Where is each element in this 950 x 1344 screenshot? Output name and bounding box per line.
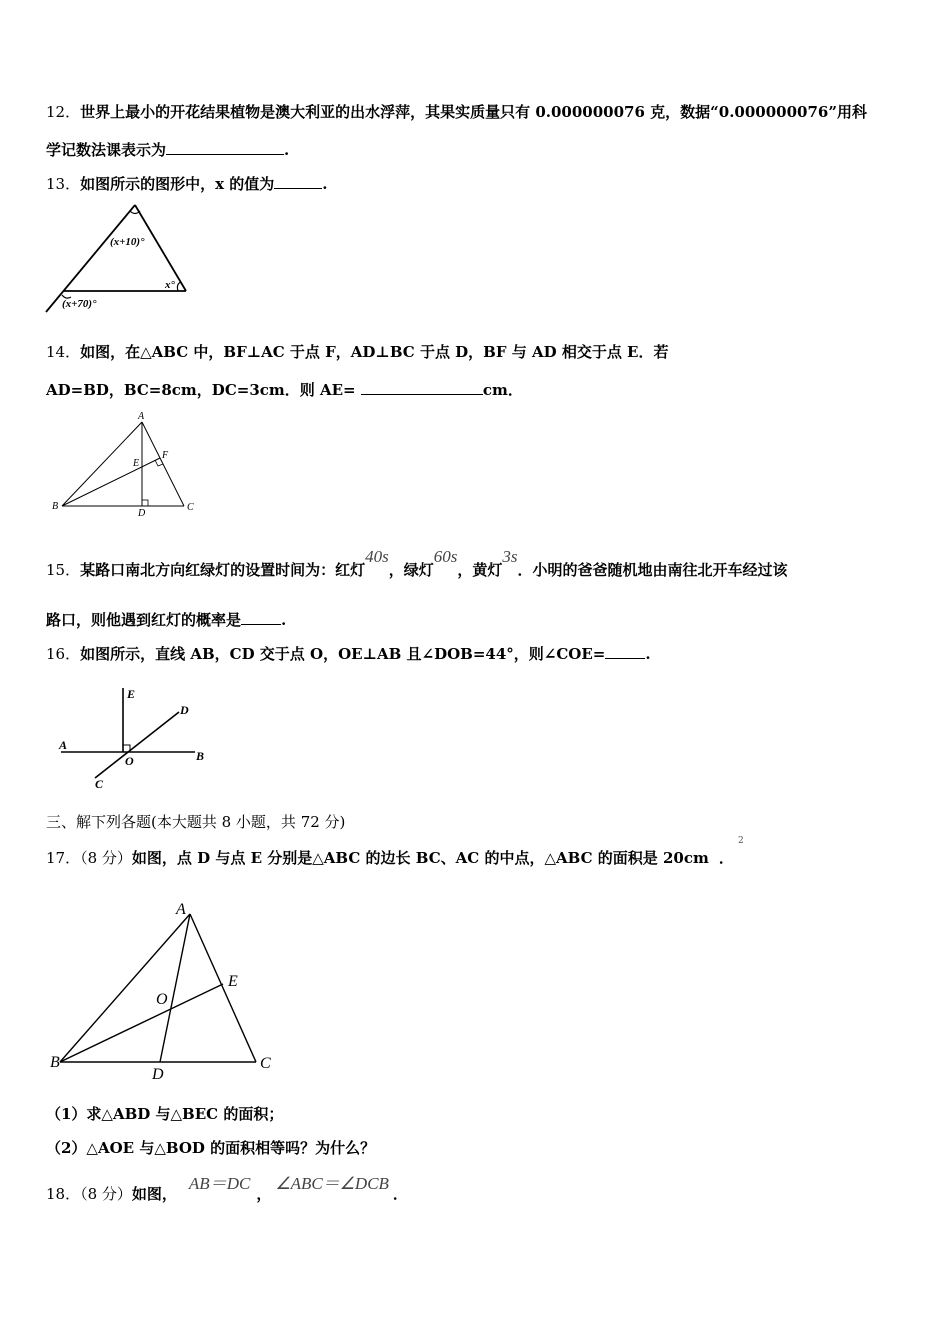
q17-label-b: B: [50, 1054, 60, 1071]
section3-title-text: 三、解下列各题(本大题共 8 小题，共 72 分): [46, 813, 346, 831]
q18-equation-1: AB＝DC: [188, 1174, 251, 1193]
q12-line2: [46, 140, 289, 160]
q17-label-a: A: [176, 901, 186, 918]
q17-sub1-text: （1）求△ABD 与△BEC 的面积；: [46, 1105, 284, 1123]
q14-right-angle-d: [142, 500, 148, 506]
q15-text-line2: 路口，则他遇到红灯的概率是: [46, 611, 242, 629]
q16-lines-figure: [55, 684, 215, 794]
q14-label-e: E: [133, 458, 140, 469]
q13-left-side: [46, 205, 135, 312]
q16-line: [46, 644, 651, 664]
q16-label-c: C: [95, 777, 104, 791]
q17-sub2-text: （2）△AOE 与△BOD 的面积相等吗？为什么？: [46, 1139, 376, 1157]
q14-label-f: F: [162, 450, 169, 461]
q14-side-ab: [62, 422, 142, 506]
q13-end: .: [322, 175, 328, 193]
q13-number: 13．: [46, 175, 81, 193]
q17-label-e: E: [228, 973, 238, 990]
q14-label-c: C: [187, 502, 194, 513]
q17-sub1: [46, 1104, 283, 1124]
q14-text-line2: AD=BD，BC=8cm，DC=3cm．则 AE=: [46, 381, 356, 399]
q18-comma: ，: [256, 1185, 272, 1203]
q17-sub2: [46, 1138, 375, 1158]
q16-text: 如图所示，直线 AB，CD 交于点 O，OE⊥AB 且∠DOB=44°，则∠COE=: [80, 645, 606, 663]
q13-right-side: [135, 205, 186, 291]
q13-label-top: (x+10)°: [110, 236, 145, 248]
q16-end: .: [645, 645, 651, 663]
q18-end: ．: [392, 1185, 408, 1203]
q14-answer-blank[interactable]: [361, 380, 483, 395]
q15-end: .: [281, 611, 287, 629]
q18-number: 18．: [46, 1185, 81, 1203]
q14-line2: [46, 380, 523, 400]
q14-label-a: A: [138, 411, 145, 422]
q13-triangle-figure: [40, 200, 200, 315]
q12-text-line2: 学记数法课表示为: [46, 141, 167, 159]
q16-label-e: E: [127, 687, 136, 701]
q13-line: [46, 174, 328, 194]
q17-side-ac: [190, 914, 256, 1062]
q17-label-d: D: [152, 1066, 164, 1083]
q18-line: [46, 1174, 408, 1204]
q14-label-d: D: [138, 508, 146, 519]
q16-answer-blank[interactable]: [605, 644, 645, 659]
q13-answer-blank[interactable]: [274, 174, 322, 189]
q15-number: 15．: [46, 561, 81, 579]
q12-end: .: [284, 141, 290, 159]
q15-red-time: 40s: [365, 547, 389, 566]
q12-line1: [46, 102, 867, 122]
q15-yellow-time: 3s: [502, 547, 518, 566]
q16-number: 16．: [46, 645, 81, 663]
q15-line2: [46, 610, 286, 630]
q17-label-c: C: [260, 1055, 271, 1072]
q18-score: （8 分）: [80, 1185, 132, 1203]
q16-label-o: O: [125, 754, 134, 768]
q14-altitude-bf: [62, 458, 160, 506]
q15-green-time: 60s: [433, 547, 458, 566]
section3-title: [46, 812, 345, 832]
q15-answer-blank[interactable]: [241, 610, 281, 625]
q15-text-b: ，绿灯: [388, 561, 434, 579]
q18-text: 如图，: [131, 1185, 177, 1203]
q15-text-a: 某路口南北方向红绿灯的设置时间为：红灯: [80, 561, 366, 579]
q12-answer-blank[interactable]: [166, 140, 284, 155]
q14-unit: cm．: [482, 381, 523, 399]
q17-label-o: O: [156, 991, 168, 1008]
q17-score: （8 分）: [80, 849, 132, 867]
q17-superscript: 2: [738, 836, 744, 846]
q14-text-line1: 如图，在△ABC 中，BF⊥AC 于点 F，AD⊥BC 于点 D，BF 与 AD 相交于点 E．若: [80, 343, 669, 361]
q16-line-cd: [95, 712, 179, 778]
q17-median-be: [60, 984, 223, 1062]
q13-label-right: x°: [165, 279, 175, 291]
q18-equation-2: ∠ABC＝∠DCB: [275, 1174, 389, 1193]
q17-side-ab: [60, 914, 190, 1062]
q13-text: 如图所示的图形中，x 的值为: [80, 175, 275, 193]
q16-label-b: B: [196, 749, 205, 763]
q17-triangle-figure: [44, 896, 284, 1086]
q14-number: 14．: [46, 343, 81, 361]
q16-label-d: D: [180, 703, 189, 717]
q16-label-a: A: [59, 738, 68, 752]
q17-median-ad: [160, 914, 190, 1062]
q17-number: 17．: [46, 849, 81, 867]
q14-label-b: B: [52, 501, 59, 512]
q15-text-c: ，黄灯: [457, 561, 503, 579]
q14-line1: [46, 342, 668, 362]
q13-label-bottom: (x+70)°: [62, 298, 97, 310]
q17-end: ．: [718, 849, 734, 867]
q12-number: 12．: [46, 103, 81, 121]
q15-line1: [46, 547, 788, 580]
q14-triangle-figure: [48, 408, 208, 523]
q15-text-d: ．小明的爸爸随机地由南往北开车经过该: [517, 561, 788, 579]
q17-text: 如图，点 D 与点 E 分别是△ABC 的边长 BC、AC 的中点，△ABC 的面积是 20cm: [131, 849, 709, 867]
q12-text-line1: 世界上最小的开花结果植物是澳大利亚的出水浮萍，其果实质量只有 0.000000076 克，数据“0.000000076”用科: [80, 103, 867, 121]
q17-line: [46, 848, 734, 868]
